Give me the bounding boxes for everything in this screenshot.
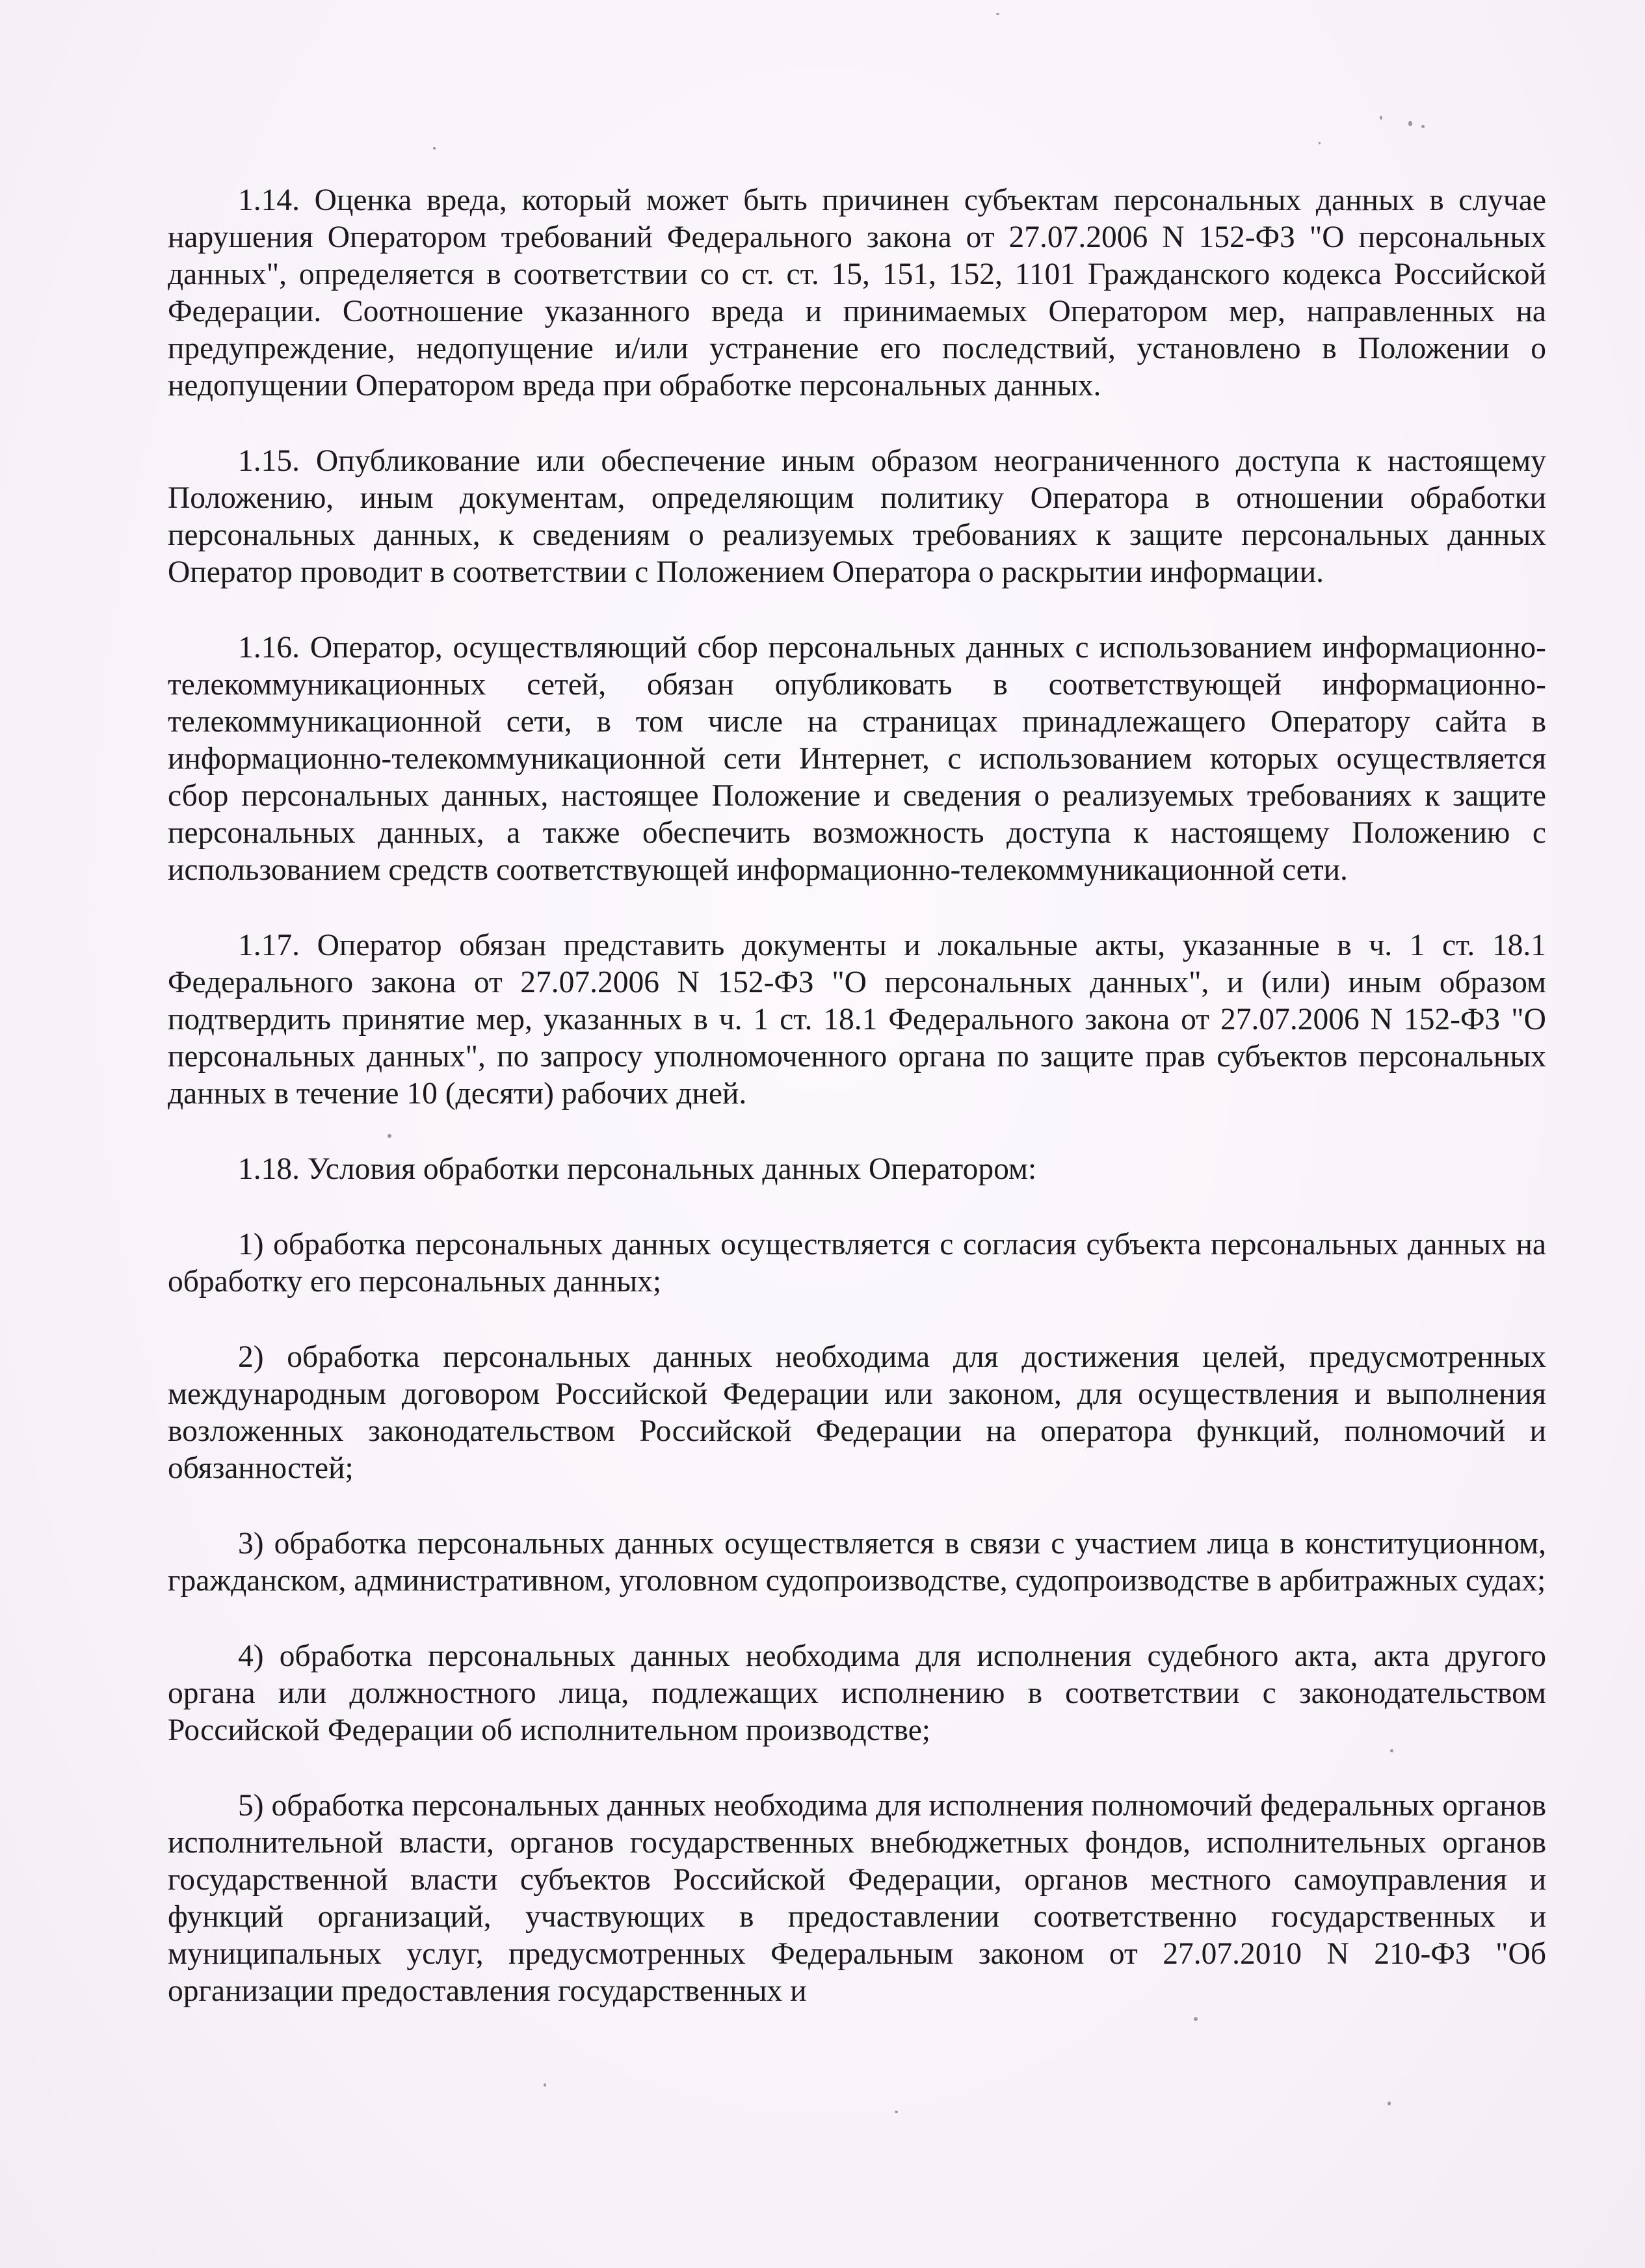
scan-speck: [1380, 116, 1382, 120]
list-item-5: 5) обработка персональных данных необходима для исполнения полномочий федеральных органов исполнительной власти, органов государственных внебюджетных фондов, исполнительных органов государственной власти субъектов Российской Федерации, органов местного самоуправления и функций организаций, участвующих в предоставлении соответственно государственных и муниципальных услуг, предусмотренных Федеральным законом от 27.07.2010 N 210-ФЗ "Об организации предоставления государственных и: [168, 1789, 1546, 2008]
document-body: [168, 182, 1546, 2048]
scan-speck: [544, 2083, 546, 2087]
paragraph-1-16: 1.16. Оператор, осуществляющий сбор персональных данных с использованием информационно-телекоммуникационных сетей, обязан опубликовать в соответствующей информационно-телекоммуникационной сети, в том числе на страницах принадлежащего Оператору сайта в информационно-телекоммуникационной сети Интернет, с использованием которых осуществляется сбор персональных данных, настоящее Положение и сведения о реализуемых требованиях к защите персональных данных, а также обеспечить возможность доступа к настоящему Положению с использованием средств соответствующей информационно-телекоммуникационной сети.: [168, 631, 1546, 887]
paragraph-1-14: 1.14. Оценка вреда, который может быть причинен субъектам персональных данных в случае нарушения Оператором требований Федерального закона от 27.07.2006 N 152-ФЗ "О персональных данных", определяется в соответствии со ст. ст. 15, 151, 152, 1101 Гражданского кодекса Российской Федерации. Соотношение указанного вреда и принимаемых Оператором мер, направленных на предупреждение, недопущение и/или устранение его последствий, установлено в Положении о недопущении Оператором вреда при обработке персональных данных.: [168, 183, 1546, 402]
scan-speck: [1408, 121, 1412, 126]
list-item-1: 1) обработка персональных данных осуществляется с согласия субъекта персональных данных на обработку его персональных данных;: [168, 1228, 1546, 1299]
paragraph-1-18: 1.18. Условия обработки персональных данных Оператором:: [238, 1152, 1037, 1186]
scan-speck: [895, 2111, 898, 2113]
paragraph-1-17: 1.17. Оператор обязан представить документы и локальные акты, указанные в ч. 1 ст. 18.1 Федерального закона от 27.07.2006 N 152-ФЗ "О персональных данных", и (или) иным образом подтвердить принятие мер, указанных в ч. 1 ст. 18.1 Федерального закона от 27.07.2006 N 152-ФЗ "О персональных данных", по запросу уполномоченного органа по защите прав субъектов персональных данных в течение 10 (десяти) рабочих дней.: [168, 929, 1546, 1111]
list-item-2: 2) обработка персональных данных необходима для достижения целей, предусмотренных международным договором Российской Федерации или законом, для осуществления и выполнения возложенных законодательством Российской Федерации на оператора функций, полномочий и обязанностей;: [168, 1340, 1546, 1485]
scan-speck: [996, 13, 999, 15]
scan-speck: [1421, 125, 1425, 128]
scan-speck: [1388, 2102, 1391, 2105]
scan-speck: [433, 147, 436, 150]
paragraph-1-15: 1.15. Опубликование или обеспечение иным образом неограниченного доступа к настоящему Положению, иным документам, определяющим политику Оператора в отношении обработки персональных данных, к сведениям о реализуемых требованиях к защите персональных данных Оператор проводит в соответствии с Положением Оператора о раскрытии информации.: [168, 444, 1546, 589]
scan-speck: [1319, 142, 1321, 144]
list-item-3: 3) обработка персональных данных осуществляется в связи с участием лица в конституционном, гражданском, административном, уголовном судопроизводстве, судопроизводстве в арбитражных судах;: [168, 1527, 1546, 1598]
list-item-4: 4) обработка персональных данных необходима для исполнения судебного акта, акта другого органа или должностного лица, подлежащих исполнению в соответствии с законодательством Российской Федерации об исполнительном производстве;: [168, 1639, 1546, 1747]
